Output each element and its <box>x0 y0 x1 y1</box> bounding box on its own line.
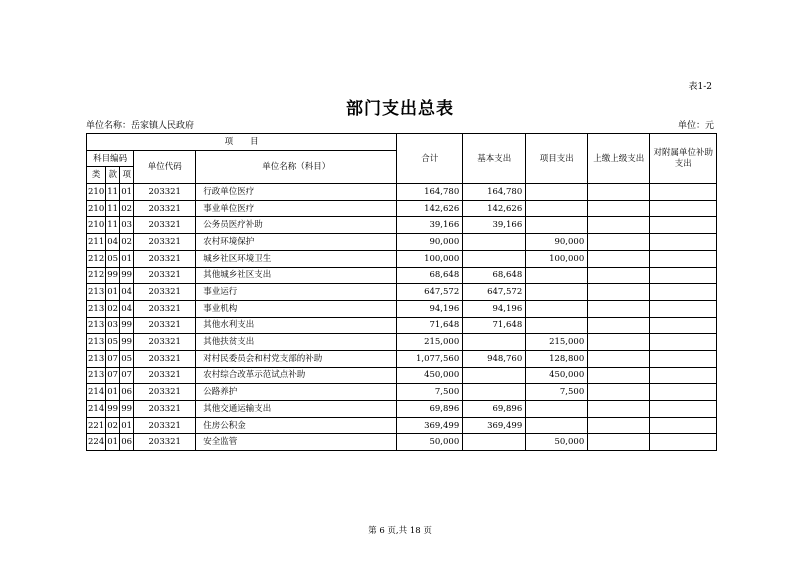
cell-subject-name: 事业机构 <box>196 300 397 317</box>
header-unit-subject-name: 单位名称（科目） <box>196 150 397 183</box>
cell-to-upper <box>588 267 650 284</box>
cell-to-upper <box>588 250 650 267</box>
cell-section: 04 <box>106 234 120 251</box>
cell-section: 02 <box>106 417 120 434</box>
cell-unit-code: 203321 <box>134 334 196 351</box>
cell-to-affiliated <box>650 217 717 234</box>
cell-subject-name: 住房公积金 <box>196 417 397 434</box>
cell-class: 210 <box>87 184 106 201</box>
cell-to-upper <box>588 434 650 451</box>
cell-to-affiliated <box>650 384 717 401</box>
cell-to-affiliated <box>650 267 717 284</box>
cell-class: 212 <box>87 267 106 284</box>
cell-unit-code: 203321 <box>134 184 196 201</box>
cell-project <box>526 217 588 234</box>
table-row <box>87 350 717 367</box>
cell-subject-name: 农村环境保护 <box>196 234 397 251</box>
cell-basic: 68,648 <box>463 267 526 284</box>
cell-total: 215,000 <box>397 334 463 351</box>
cell-class: 213 <box>87 300 106 317</box>
table-row <box>87 417 717 434</box>
expenditure-table <box>86 133 717 451</box>
cell-class: 210 <box>87 217 106 234</box>
cell-basic <box>463 434 526 451</box>
cell-project <box>526 300 588 317</box>
table-row <box>87 267 717 284</box>
cell-unit-code: 203321 <box>134 284 196 301</box>
cell-section: 01 <box>106 284 120 301</box>
table-row <box>87 284 717 301</box>
cell-entry: 99 <box>120 334 134 351</box>
cell-section: 11 <box>106 200 120 217</box>
table-row <box>87 250 717 267</box>
cell-to-upper <box>588 217 650 234</box>
cell-section: 07 <box>106 350 120 367</box>
cell-entry: 01 <box>120 184 134 201</box>
cell-section: 11 <box>106 217 120 234</box>
cell-class: 213 <box>87 350 106 367</box>
header-to-upper: 上缴上级支出 <box>588 134 650 184</box>
cell-entry: 04 <box>120 300 134 317</box>
cell-total: 68,648 <box>397 267 463 284</box>
cell-subject-name: 公务员医疗补助 <box>196 217 397 234</box>
cell-total: 647,572 <box>397 284 463 301</box>
cell-class: 214 <box>87 384 106 401</box>
page-title: 部门支出总表 <box>346 99 454 119</box>
cell-to-affiliated <box>650 234 717 251</box>
cell-unit-code: 203321 <box>134 317 196 334</box>
cell-to-affiliated <box>650 367 717 384</box>
cell-unit-code: 203321 <box>134 434 196 451</box>
cell-unit-code: 203321 <box>134 267 196 284</box>
cell-class: 212 <box>87 250 106 267</box>
cell-to-affiliated <box>650 401 717 418</box>
cell-to-upper <box>588 317 650 334</box>
cell-section: 11 <box>106 184 120 201</box>
table-row <box>87 434 717 451</box>
cell-unit-code: 203321 <box>134 234 196 251</box>
cell-to-upper <box>588 401 650 418</box>
cell-total: 369,499 <box>397 417 463 434</box>
cell-total: 1,077,560 <box>397 350 463 367</box>
cell-basic: 142,626 <box>463 200 526 217</box>
cell-total: 39,166 <box>397 217 463 234</box>
cell-project <box>526 200 588 217</box>
cell-to-affiliated <box>650 350 717 367</box>
cell-project <box>526 284 588 301</box>
cell-to-upper <box>588 367 650 384</box>
cell-unit-code: 203321 <box>134 217 196 234</box>
cell-basic: 948,760 <box>463 350 526 367</box>
cell-section: 99 <box>106 401 120 418</box>
cell-entry: 03 <box>120 217 134 234</box>
cell-unit-code: 203321 <box>134 300 196 317</box>
cell-basic: 369,499 <box>463 417 526 434</box>
cell-subject-name: 对村民委员会和村党支部的补助 <box>196 350 397 367</box>
table-row <box>87 334 717 351</box>
form-code: 表1-2 <box>688 82 712 92</box>
cell-section: 05 <box>106 334 120 351</box>
cell-to-affiliated <box>650 184 717 201</box>
cell-unit-code: 203321 <box>134 350 196 367</box>
cell-to-affiliated <box>650 200 717 217</box>
cell-unit-code: 203321 <box>134 401 196 418</box>
cell-to-affiliated <box>650 300 717 317</box>
cell-subject-name: 其他水利支出 <box>196 317 397 334</box>
cell-section: 01 <box>106 384 120 401</box>
cell-subject-name: 事业单位医疗 <box>196 200 397 217</box>
cell-class: 213 <box>87 334 106 351</box>
table-row <box>87 367 717 384</box>
cell-total: 164,780 <box>397 184 463 201</box>
cell-to-affiliated <box>650 417 717 434</box>
table-row <box>87 217 717 234</box>
cell-class: 214 <box>87 401 106 418</box>
cell-project: 215,000 <box>526 334 588 351</box>
cell-basic: 69,896 <box>463 401 526 418</box>
cell-entry: 04 <box>120 284 134 301</box>
cell-to-upper <box>588 200 650 217</box>
cell-project: 100,000 <box>526 250 588 267</box>
cell-project <box>526 184 588 201</box>
cell-subject-name: 其他扶贫支出 <box>196 334 397 351</box>
cell-to-affiliated <box>650 434 717 451</box>
cell-entry: 06 <box>120 434 134 451</box>
cell-class: 221 <box>87 417 106 434</box>
cell-entry: 02 <box>120 234 134 251</box>
cell-to-affiliated <box>650 317 717 334</box>
header-subject-code: 科目编码 <box>87 150 134 167</box>
cell-to-affiliated <box>650 334 717 351</box>
cell-basic: 94,196 <box>463 300 526 317</box>
cell-to-upper <box>588 384 650 401</box>
cell-to-affiliated <box>650 284 717 301</box>
cell-project <box>526 417 588 434</box>
cell-total: 90,000 <box>397 234 463 251</box>
cell-section: 07 <box>106 367 120 384</box>
header-section: 款 <box>106 167 120 184</box>
cell-total: 7,500 <box>397 384 463 401</box>
cell-unit-code: 203321 <box>134 384 196 401</box>
cell-subject-name: 公路养护 <box>196 384 397 401</box>
cell-section: 01 <box>106 434 120 451</box>
header-unit-code: 单位代码 <box>134 150 196 183</box>
cell-total: 71,648 <box>397 317 463 334</box>
cell-basic <box>463 250 526 267</box>
cell-basic: 39,166 <box>463 217 526 234</box>
header-total: 合计 <box>397 134 463 184</box>
cell-entry: 05 <box>120 350 134 367</box>
cell-entry: 99 <box>120 267 134 284</box>
header-class: 类 <box>87 167 106 184</box>
cell-entry: 06 <box>120 384 134 401</box>
header-to-affiliated: 对附属单位补助支出 <box>650 134 717 184</box>
header-item: 项 目 <box>87 134 397 151</box>
table-row <box>87 401 717 418</box>
header-entry: 项 <box>120 167 134 184</box>
unit-name: 单位名称：岳家镇人民政府 <box>86 121 195 131</box>
cell-entry: 02 <box>120 200 134 217</box>
cell-basic: 164,780 <box>463 184 526 201</box>
cell-subject-name: 城乡社区环境卫生 <box>196 250 397 267</box>
cell-basic <box>463 384 526 401</box>
cell-class: 213 <box>87 317 106 334</box>
table-row <box>87 300 717 317</box>
cell-to-upper <box>588 184 650 201</box>
cell-basic: 71,648 <box>463 317 526 334</box>
cell-basic: 647,572 <box>463 284 526 301</box>
cell-section: 03 <box>106 317 120 334</box>
header-basic: 基本支出 <box>463 134 526 184</box>
cell-total: 450,000 <box>397 367 463 384</box>
cell-project: 450,000 <box>526 367 588 384</box>
cell-subject-name: 农村综合改革示范试点补助 <box>196 367 397 384</box>
cell-project: 7,500 <box>526 384 588 401</box>
cell-project <box>526 267 588 284</box>
cell-unit-code: 203321 <box>134 417 196 434</box>
header-row-1 <box>87 134 717 151</box>
table-row <box>87 234 717 251</box>
cell-to-upper <box>588 417 650 434</box>
cell-project <box>526 317 588 334</box>
cell-to-affiliated <box>650 250 717 267</box>
cell-project: 90,000 <box>526 234 588 251</box>
cell-to-upper <box>588 284 650 301</box>
cell-subject-name: 其他交通运输支出 <box>196 401 397 418</box>
cell-project: 128,800 <box>526 350 588 367</box>
cell-class: 213 <box>87 367 106 384</box>
cell-to-upper <box>588 300 650 317</box>
cell-to-upper <box>588 334 650 351</box>
cell-basic <box>463 367 526 384</box>
cell-subject-name: 其他城乡社区支出 <box>196 267 397 284</box>
table-row <box>87 317 717 334</box>
cell-subject-name: 事业运行 <box>196 284 397 301</box>
cell-class: 210 <box>87 200 106 217</box>
cell-to-upper <box>588 234 650 251</box>
unit-currency: 单位：元 <box>677 121 714 131</box>
cell-class: 211 <box>87 234 106 251</box>
cell-section: 99 <box>106 267 120 284</box>
cell-total: 69,896 <box>397 401 463 418</box>
cell-entry: 99 <box>120 317 134 334</box>
cell-project: 50,000 <box>526 434 588 451</box>
cell-section: 02 <box>106 300 120 317</box>
cell-unit-code: 203321 <box>134 250 196 267</box>
cell-total: 142,626 <box>397 200 463 217</box>
cell-entry: 01 <box>120 417 134 434</box>
cell-unit-code: 203321 <box>134 200 196 217</box>
table-row <box>87 384 717 401</box>
cell-class: 213 <box>87 284 106 301</box>
header-project: 项目支出 <box>526 134 588 184</box>
cell-class: 224 <box>87 434 106 451</box>
cell-total: 100,000 <box>397 250 463 267</box>
cell-project <box>526 401 588 418</box>
cell-unit-code: 203321 <box>134 367 196 384</box>
cell-total: 94,196 <box>397 300 463 317</box>
cell-to-upper <box>588 350 650 367</box>
cell-entry: 99 <box>120 401 134 418</box>
cell-subject-name: 行政单位医疗 <box>196 184 397 201</box>
cell-basic <box>463 234 526 251</box>
cell-entry: 07 <box>120 367 134 384</box>
cell-entry: 01 <box>120 250 134 267</box>
page-footer: 第 6 页,共 18 页 <box>368 526 432 536</box>
cell-basic <box>463 334 526 351</box>
cell-subject-name: 安全监管 <box>196 434 397 451</box>
table-row <box>87 200 717 217</box>
cell-total: 50,000 <box>397 434 463 451</box>
table-row <box>87 184 717 201</box>
cell-section: 05 <box>106 250 120 267</box>
